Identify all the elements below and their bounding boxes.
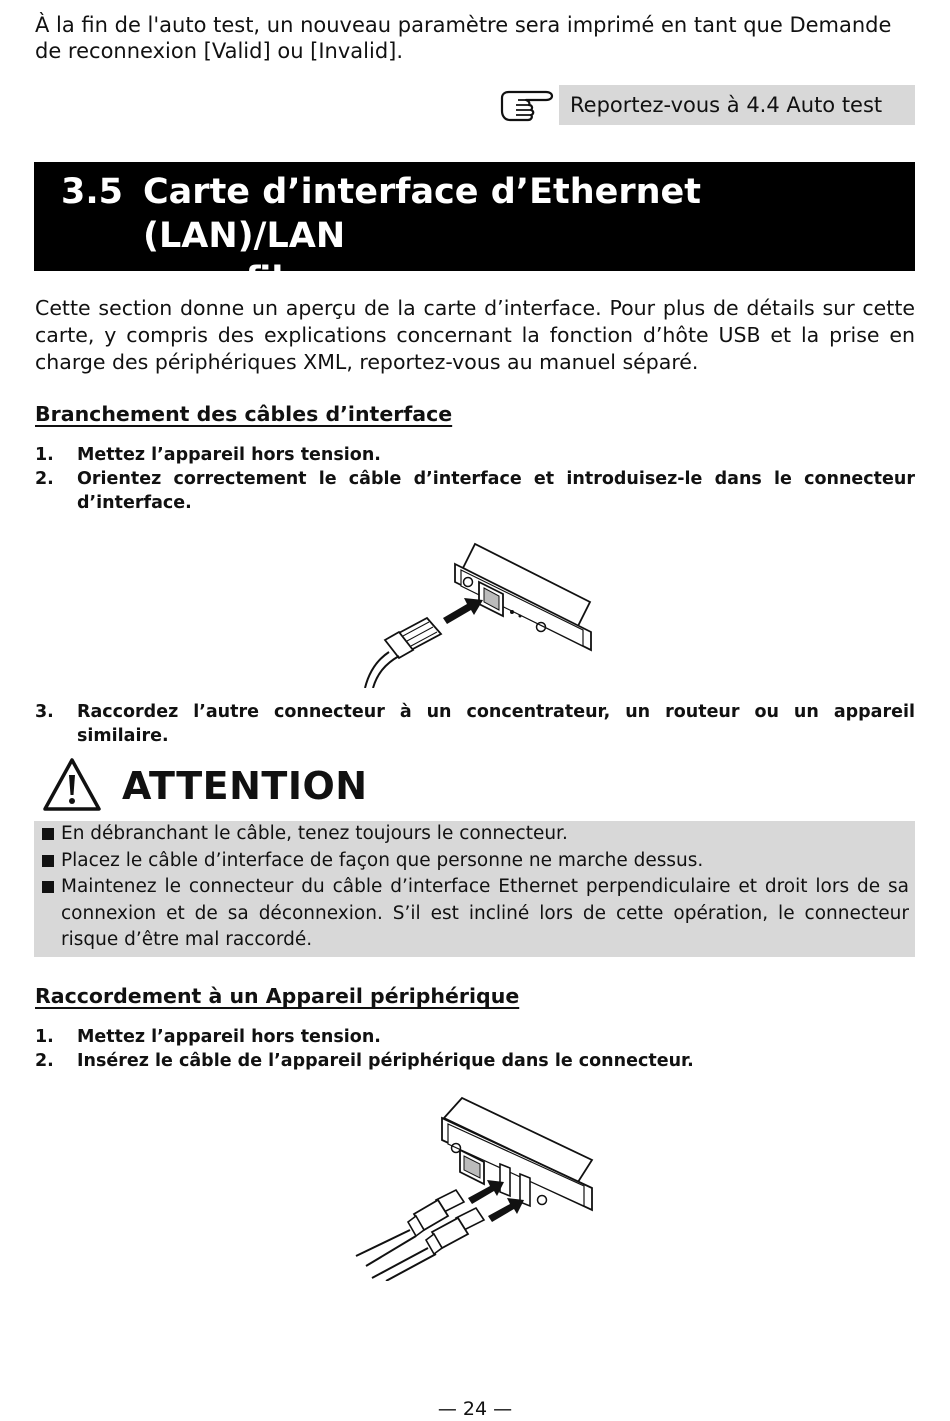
square-bullet-icon — [42, 881, 54, 893]
square-bullet-icon — [42, 828, 54, 840]
list-item — [42, 874, 909, 954]
list-item — [35, 467, 915, 515]
step-text: Raccordez l’autre connecteur à un concentrateur, un routeur ou un appareil similaire. — [77, 702, 915, 746]
list-item — [42, 821, 909, 848]
section-title — [143, 170, 903, 302]
step-text: Mettez l’appareil hors tension. — [77, 1027, 381, 1047]
step-text: Mettez l’appareil hors tension. — [77, 445, 381, 465]
section-number: 3.5 — [61, 172, 124, 212]
list-item — [35, 1049, 915, 1073]
list-item — [35, 443, 915, 467]
attention-title: ATTENTION — [122, 764, 368, 808]
intro-paragraph: À la fin de l'auto test, un nouveau paramètre sera imprimé en tant que Demande de reconnexion [Valid] ou [Invalid]. — [35, 13, 892, 63]
attention-text: En débranchant le câble, tenez toujours le connecteur. — [61, 823, 568, 844]
step-number: 3. — [35, 702, 54, 722]
list-item — [42, 848, 909, 875]
interface-steps-list — [35, 443, 915, 515]
attention-box — [34, 821, 915, 957]
usb-connection-illustration — [352, 1096, 602, 1281]
list-item — [35, 1025, 915, 1049]
attention-list — [42, 821, 909, 954]
page-number: — 24 — — [437, 1398, 513, 1420]
square-bullet-icon — [42, 855, 54, 867]
interface-cables-heading: Branchement des câbles d’interface — [35, 402, 453, 426]
section-title-line2: sans fil — [143, 260, 284, 300]
section-header — [34, 162, 915, 300]
step-text: Orientez correctement le câble d’interface et introduisez-le dans le connecteur d’interface. — [77, 469, 915, 513]
interface-steps-list-continued — [35, 700, 915, 748]
attention-text: Placez le câble d’interface de façon que personne ne marche dessus. — [61, 849, 704, 871]
section-title-line1: Carte d’interface d’Ethernet (LAN)/LAN — [143, 172, 702, 256]
list-item — [35, 700, 915, 748]
pointing-hand-icon — [496, 84, 554, 128]
reference-box: Reportez-vous à 4.4 Auto test — [559, 85, 915, 125]
step-number: 1. — [35, 445, 54, 465]
step-number: 2. — [35, 469, 54, 489]
step-text: Insérez le câble de l’appareil périphérique dans le connecteur. — [77, 1051, 694, 1071]
step-number: 1. — [35, 1027, 54, 1047]
step-number: 2. — [35, 1051, 54, 1071]
warning-triangle-icon — [42, 757, 102, 813]
peripheral-steps-list — [35, 1025, 915, 1073]
attention-text: Maintenez le connecteur du câble d’interface Ethernet perpendiculaire et droit lors de sa connexion et de sa déconnexion. S’il est incliné lors de cette opération, le connecteur risque d’être mal raccordé. — [61, 876, 909, 950]
peripheral-heading: Raccordement à un Appareil périphérique — [35, 984, 520, 1008]
ethernet-connection-illustration — [355, 540, 600, 688]
section-description: Cette section donne un aperçu de la carte d’interface. Pour plus de détails sur cette carte, y compris des explications concernant la fonction d’hôte USB et la prise en charge des périphériques XML, reportez-vous au manuel séparé. — [35, 296, 915, 374]
